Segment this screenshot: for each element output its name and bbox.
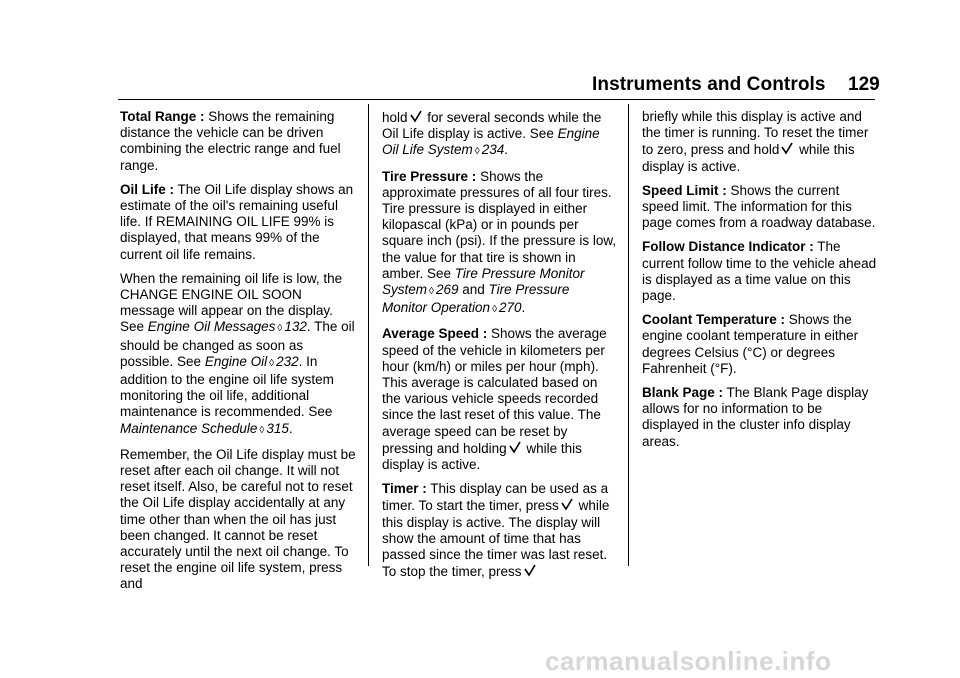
term-follow-distance: Follow Distance Indicator : <box>642 239 814 255</box>
column-2 <box>382 109 618 588</box>
term-average-speed: Average Speed : <box>382 326 488 342</box>
oil-reset-paragraph: Remember, the Oil Life display must be reset after each oil change. It will not reset itself. Also, be careful not to reset the Oil Life display accidentally at any time other than when the oil has just been changed. It cannot be reset accurately until the next oil change. To reset the engine oil life system, press and <box>120 446 356 592</box>
desc-blank-page: The Blank Page display allows for no information to be displayed in the cluster info display areas. <box>642 385 869 449</box>
term-blank-page: Blank Page : <box>642 385 724 401</box>
ref-engine-oil[interactable]: Engine Oil <box>204 353 268 369</box>
text: hold <box>382 110 408 125</box>
ref-engine-oil-messages[interactable]: Engine Oil Messages <box>147 319 276 335</box>
text: while this display is active. <box>382 440 582 473</box>
text: . <box>288 420 293 436</box>
term-timer: Timer : <box>382 481 427 497</box>
desc-speed-limit: Shows the current speed limit. The information for this page comes from a roadway database. <box>642 182 876 231</box>
term-tire-pressure: Tire Pressure : <box>382 168 477 184</box>
page-reference-arrow-icon: ◊ <box>474 146 480 158</box>
header-rule <box>118 99 875 100</box>
page-reference-arrow-icon: ◊ <box>492 304 498 316</box>
ref-maintenance-schedule[interactable]: Maintenance Schedule <box>120 420 258 436</box>
speed-limit-entry <box>642 183 878 232</box>
column-divider-1 <box>368 104 369 566</box>
ref-page-number[interactable]: 234 <box>481 142 505 158</box>
ref-page-number[interactable]: 270 <box>499 300 522 316</box>
page-reference-arrow-icon: ◊ <box>259 424 265 436</box>
timer-entry <box>382 481 618 580</box>
oil-low-paragraph <box>120 271 356 439</box>
average-speed-entry <box>382 326 618 473</box>
text: . <box>521 300 526 316</box>
ref-engine-oil-life-system[interactable]: Engine Oil Life System <box>382 126 600 158</box>
text: while this display is active. The display will show the amount of time that has passed since the timer was last reset. To stop the timer, press <box>382 498 610 580</box>
hold-paragraph <box>382 109 618 161</box>
text: . The oil should be changed as soon as possible. See <box>120 319 355 369</box>
timer-continued-paragraph <box>642 109 878 175</box>
term-total-range: Total Range : <box>120 109 205 124</box>
ref-page-number[interactable]: 232 <box>276 353 299 369</box>
ref-page-number[interactable]: 132 <box>284 319 307 335</box>
page-reference-arrow-icon: ◊ <box>429 286 434 298</box>
text: briefly while this display is active and the timer is running. To reset the timer to zero, press and hold <box>642 109 869 158</box>
desc-follow-distance: The current follow time to the vehicle ahead is displayed as a time value on this page. <box>642 239 877 304</box>
column-1 <box>120 109 356 601</box>
desc-coolant-temperature: Shows the engine coolant temperature in either degrees Celsius (°C) or degrees Fahrenheit (°F). <box>642 312 859 376</box>
page-number: 129 <box>848 74 880 95</box>
follow-distance-entry <box>642 239 878 304</box>
term-coolant-temperature: Coolant Temperature : <box>642 312 786 328</box>
text: . <box>504 142 509 158</box>
desc-total-range: Shows the remaining distance the vehicle can be driven combining the electric range and fuel range. <box>120 109 341 173</box>
desc-oil-life: The Oil Life display shows an estimate of the oil's remaining useful life. If REMAINING OIL LIFE 99% is displayed, that means 99% of the current oil life remains. <box>120 181 354 262</box>
page-reference-arrow-icon: ◊ <box>277 323 283 335</box>
text: for several seconds while the Oil Life display is active. See <box>382 110 602 142</box>
page-reference-arrow-icon: ◊ <box>269 357 275 369</box>
checkmark-icon <box>560 497 574 511</box>
ref-tire-pressure-monitor-system[interactable]: Tire Pressure Monitor System <box>382 265 585 298</box>
checkmark-icon <box>409 109 423 123</box>
checkmark-icon <box>523 563 537 577</box>
ref-page-number[interactable]: 315 <box>266 420 289 436</box>
blank-page-entry <box>642 385 878 450</box>
checkmark-icon <box>780 141 794 155</box>
header-title: Instruments and Controls <box>592 74 826 95</box>
text: . In addition to the engine oil life system monitoring the oil life, additional maintenance is recommended. See <box>120 353 334 420</box>
text: Shows the average speed of the vehicle in kilometers per hour (km/h) or miles per hour (mph). This average is calculated based on the various vehicle speeds recorded since the last reset of this value. The average speed can be reset by pressing and holding <box>382 326 607 456</box>
checkmark-icon <box>508 440 522 454</box>
ref-tire-pressure-monitor-operation[interactable]: Tire Pressure Monitor Operation <box>382 282 570 316</box>
oil-life-entry <box>120 182 356 263</box>
term-speed-limit: Speed Limit : <box>642 182 727 198</box>
text: This display can be used as a timer. To start the timer, press <box>382 481 609 514</box>
ref-page-number[interactable]: 269 <box>435 282 459 298</box>
total-range-entry <box>120 109 356 174</box>
watermark: carmanualsonline.info <box>545 646 832 676</box>
column-3 <box>642 109 878 458</box>
text: while this display is active. <box>642 142 855 174</box>
text: Shows the approximate pressures of all four tires. Tire pressure is displayed in either kilopascal (kPa) or in pounds per square inch (psi). If the pressure is low, the value for that tire is shown in amber. See <box>382 168 617 281</box>
coolant-temperature-entry <box>642 312 878 377</box>
text: and <box>458 282 489 298</box>
tire-pressure-entry <box>382 169 618 319</box>
text: When the remaining oil life is low, the CHANGE ENGINE OIL SOON message will appear on the display. See <box>120 270 343 335</box>
column-divider-2 <box>628 104 629 566</box>
term-oil-life: Oil Life : <box>120 181 174 197</box>
